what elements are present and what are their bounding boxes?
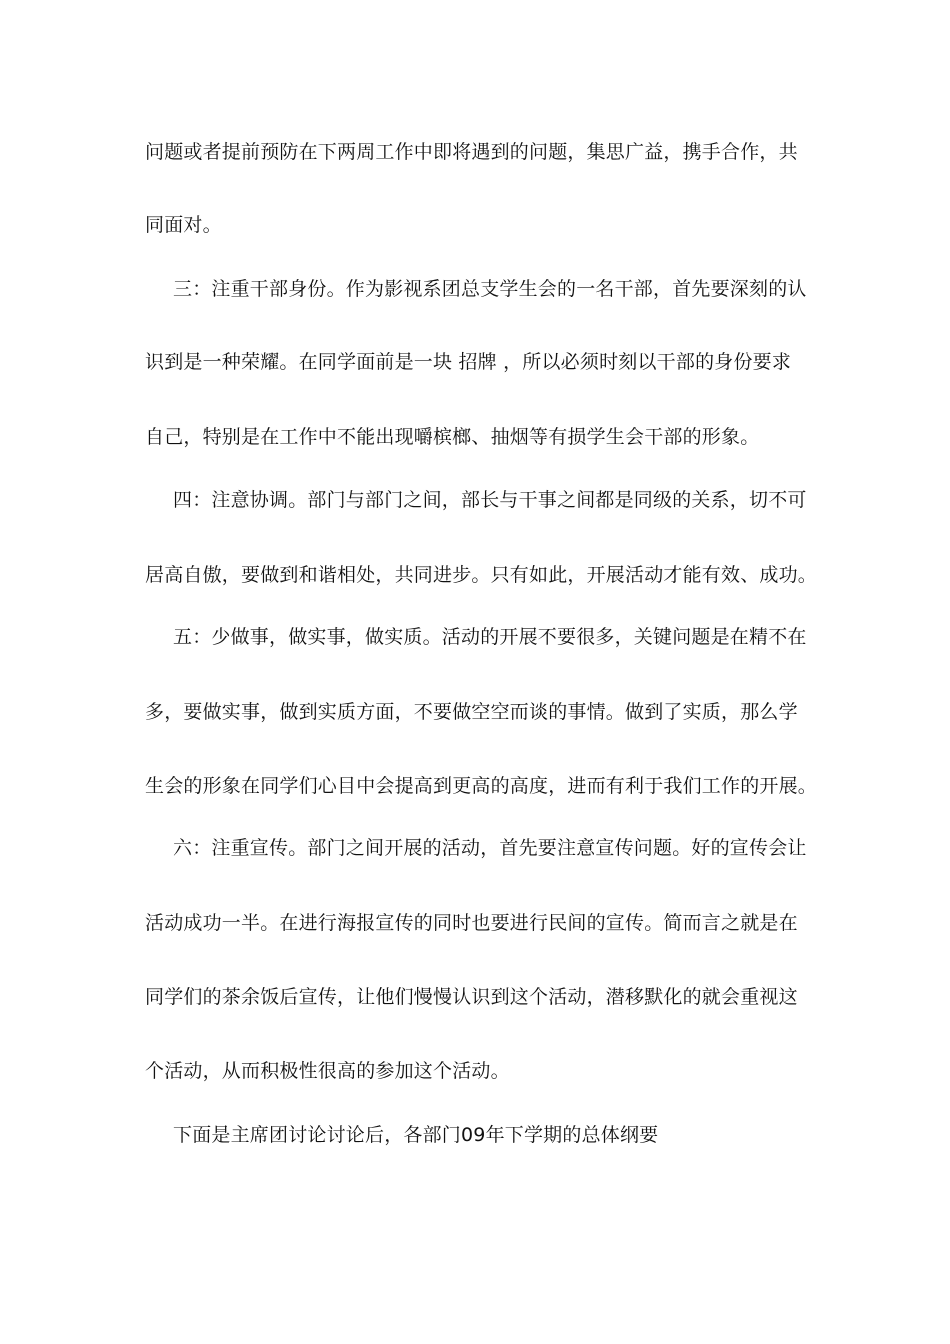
paragraph-five-start: 五：少做事，做实事，做实质。活动的开展不要很多，关键问题是在精不在	[173, 626, 807, 648]
text-line: 同面对。	[145, 214, 222, 236]
paragraph-six-start: 六：注重宣传。部门之间开展的活动，首先要注意宣传问题。好的宣传会让	[173, 837, 807, 859]
summary-intro-line: 下面是主席团讨论讨论后，各部门09年下学期的总体纲要	[173, 1124, 659, 1146]
paragraph-three-start: 三：注重干部身份。作为影视系团总支学生会的一名干部，首先要深刻的认	[173, 278, 807, 300]
text-line: 生会的形象在同学们心目中会提高到更高的高度，进而有利于我们工作的开展。	[145, 775, 818, 797]
text-line: 识到是一种荣耀。在同学面前是一块 招牌 ，所以必须时刻以干部的身份要求	[145, 351, 792, 373]
text-line: 同学们的茶余饭后宣传，让他们慢慢认识到这个活动，潜移默化的就会重视这	[145, 986, 798, 1008]
text-line: 个活动，从而积极性很高的参加这个活动。	[145, 1060, 510, 1082]
text-line: 多，要做实事，做到实质方面，不要做空空而谈的事情。做到了实质，那么学	[145, 701, 798, 723]
text-line: 活动成功一半。在进行海报宣传的同时也要进行民间的宣传。简而言之就是在	[145, 912, 798, 934]
paragraph-four-start: 四：注意协调。部门与部门之间，部长与干事之间都是同级的关系，切不可	[173, 489, 807, 511]
text-line: 自己，特别是在工作中不能出现嚼槟榔、抽烟等有损学生会干部的形象。	[145, 426, 760, 448]
text-line: 居高自傲，要做到和谐相处，共同进步。只有如此，开展活动才能有效、成功。	[145, 564, 818, 586]
text-line: 问题或者提前预防在下两周工作中即将遇到的问题，集思广益，携手合作，共	[145, 141, 798, 163]
